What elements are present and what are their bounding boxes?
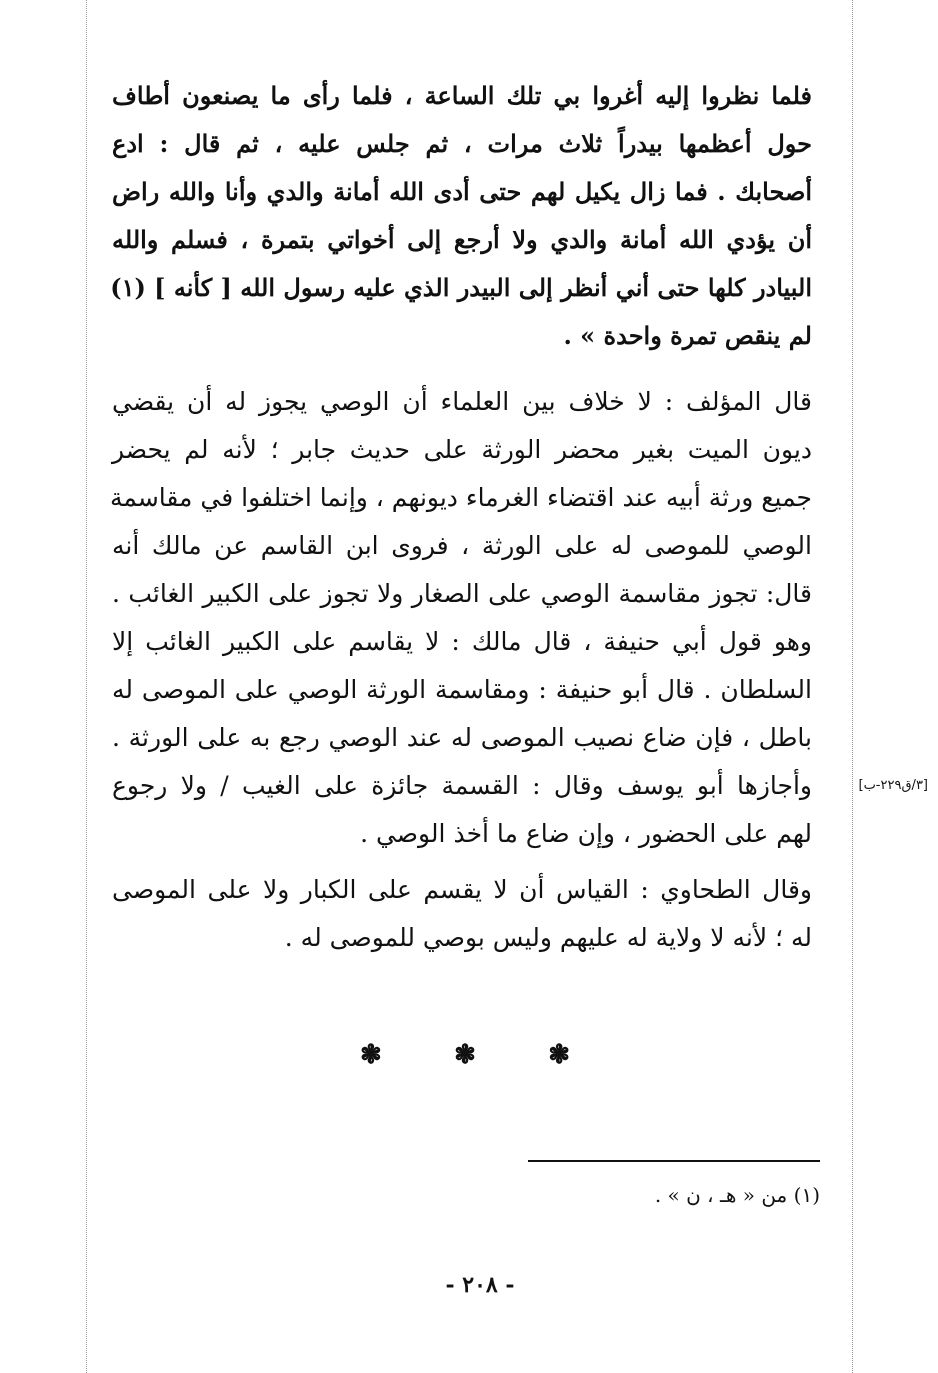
paragraph-author-commentary — [109, 378, 812, 858]
scan-margin-line-left — [86, 0, 87, 1373]
manuscript-folio-note: [٣/ق٢٢٩-ب] — [858, 778, 928, 793]
text-line: السلطان . قال أبو حنيفة : ومقاسمة الورثة الوصي على الموصى له — [112, 675, 812, 704]
scan-margin-line-right — [852, 0, 853, 1373]
text-line: وأجازها أبو يوسف وقال : القسمة جائزة على الغيب / ولا رجوع — [112, 771, 812, 800]
text-line: قال المؤلف : لا خلاف بين العلماء أن الوصي يجوز له أن يقضي — [112, 387, 812, 416]
footnote: (١) من « هـ ، ن » . — [654, 1183, 820, 1207]
paragraph-hadith-quote — [112, 72, 812, 360]
text-line: الوصي للموصى له على الورثة ، فروى ابن القاسم عن مالك أنه — [112, 531, 812, 560]
text-line: أن يؤدي الله أمانة والدي ولا أرجع إلى أخواتي بتمرة ، فسلم والله — [112, 225, 812, 254]
text-line: البيادر كلها حتى أني أنظر إلى البيدر الذي عليه رسول الله [ كأنه ] (١) — [110, 273, 812, 302]
paragraph-tahawi — [112, 866, 812, 962]
text-line: حول أعظمها بيدراً ثلاث مرات ، ثم جلس عليه ، ثم قال : ادع — [112, 129, 812, 158]
footnote-divider — [528, 1160, 820, 1162]
asterisk-icon: ❃ — [548, 1040, 570, 1070]
asterisk-icon: ❃ — [454, 1040, 476, 1070]
section-separator — [360, 1040, 570, 1070]
text-line: فلما نظروا إليه أغروا بي تلك الساعة ، فلما رأى ما يصنعون أطاف — [112, 81, 812, 110]
text-line: لهم على الحضور ، وإن ضاع ما أخذ الوصي . — [360, 819, 812, 848]
text-line: جميع ورثة أبيه عند اقتضاء الغرماء ديونهم ، وإنما اختلفوا في مقاسمة — [109, 483, 812, 512]
text-line: وقال الطحاوي : القياس أن لا يقسم على الكبار ولا على الموصى — [112, 875, 812, 904]
text-line: أصحابك . فما زال يكيل لهم حتى أدى الله أمانة والدي وأنا والله راض — [112, 177, 813, 206]
text-line: قال: تجوز مقاسمة الوصي على الصغار ولا تجوز على الكبير الغائب . — [112, 579, 812, 608]
text-line: باطل ، فإن ضاع نصيب الموصى له عند الوصي رجع به على الورثة . — [112, 723, 812, 752]
text-line: لم ينقص تمرة واحدة » . — [563, 321, 812, 350]
text-line: له ؛ لأنه لا ولاية له عليهم وليس بوصي للموصى له . — [284, 923, 812, 952]
asterisk-icon: ❃ — [360, 1040, 382, 1070]
page-number: - ٢٠٨ - — [445, 1272, 515, 1298]
text-line: ديون الميت بغير محضر الورثة على حديث جابر ؛ لأنه لم يحضر — [112, 435, 812, 464]
text-line: وهو قول أبي حنيفة ، قال مالك : لا يقاسم على الكبير الغائب إلا — [112, 627, 812, 656]
